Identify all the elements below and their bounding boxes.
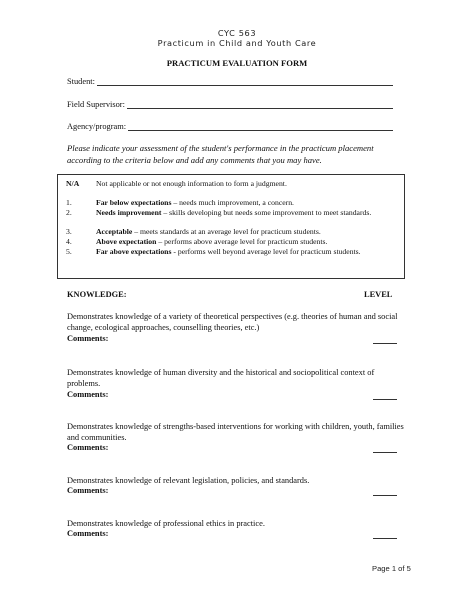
level-blank[interactable] — [373, 452, 397, 453]
form-title: PRACTICUM EVALUATION FORM — [166, 58, 308, 68]
page-number: Page 1 of 5 — [372, 564, 411, 573]
level-desc: – needs much improvement, a concern. — [171, 198, 294, 207]
supervisor-line[interactable] — [127, 100, 393, 109]
level-blank[interactable] — [373, 343, 397, 344]
student-field[interactable] — [67, 77, 393, 86]
knowledge-item: Demonstrates knowledge of strengths-based interventions for working with children, youth, families and communities. — [67, 422, 404, 443]
rating-scale-box — [57, 174, 405, 279]
course-code: CYC 563 — [217, 28, 257, 38]
level-desc: - performs well beyond average level for practicum students. — [171, 247, 361, 256]
level-term: Far above expectations — [96, 247, 172, 256]
knowledge-item: Demonstrates knowledge of human diversity and the historical and sociopolitical context of problems. — [67, 368, 375, 389]
comments-label: Comments: — [67, 443, 109, 452]
supervisor-label: Field Supervisor: — [67, 100, 125, 109]
agency-field[interactable] — [67, 122, 393, 131]
level-number: 4. — [66, 237, 72, 246]
na-code: N/A — [66, 179, 80, 188]
level-desc: – skills developing but needs some improvement to meet standards. — [161, 208, 372, 217]
knowledge-item: Demonstrates knowledge of relevant legislation, policies, and standards. — [67, 476, 310, 485]
level-desc: – performs above average level for practicum students. — [156, 237, 328, 246]
level-number: 2. — [66, 208, 72, 217]
supervisor-field[interactable] — [67, 100, 393, 109]
level-term: Above expectation — [96, 237, 157, 246]
agency-label: Agency/program: — [67, 122, 127, 131]
student-label: Student: — [67, 77, 95, 86]
level-term: Needs improvement — [96, 208, 162, 217]
na-text: Not applicable or not enough information to form a judgment. — [96, 179, 287, 188]
level-text — [96, 208, 394, 217]
knowledge-item: Demonstrates knowledge of professional ethics in practice. — [67, 519, 265, 528]
level-term: Far below expectations — [96, 198, 172, 207]
comments-label: Comments: — [67, 486, 109, 495]
agency-line[interactable] — [128, 122, 393, 131]
instructions: Please indicate your assessment of the student's performance in the practicum placement according to the criteria below and add any comments that you may have. — [67, 143, 374, 165]
level-text — [96, 227, 394, 236]
level-text — [96, 237, 394, 246]
level-desc: – meets standards at an average level for practicum students. — [132, 227, 321, 236]
level-text — [96, 247, 394, 256]
knowledge-item: Demonstrates knowledge of a variety of theoretical perspectives (e.g. theories of human and social change, ecological approaches, counselling theories, etc.) — [67, 312, 398, 333]
level-number: 3. — [66, 227, 72, 236]
level-blank[interactable] — [373, 538, 397, 539]
level-term: Acceptable — [96, 227, 133, 236]
comments-label: Comments: — [67, 529, 109, 538]
student-line[interactable] — [97, 77, 393, 86]
level-number: 1. — [66, 198, 72, 207]
course-name: Practicum in Child and Youth Care — [157, 38, 317, 48]
comments-label: Comments: — [67, 390, 109, 399]
section-heading: KNOWLEDGE: — [67, 290, 127, 299]
level-heading: LEVEL — [364, 290, 393, 299]
level-text — [96, 198, 394, 207]
level-number: 5. — [66, 247, 72, 256]
level-blank[interactable] — [373, 495, 397, 496]
comments-label: Comments: — [67, 334, 109, 343]
level-blank[interactable] — [373, 399, 397, 400]
